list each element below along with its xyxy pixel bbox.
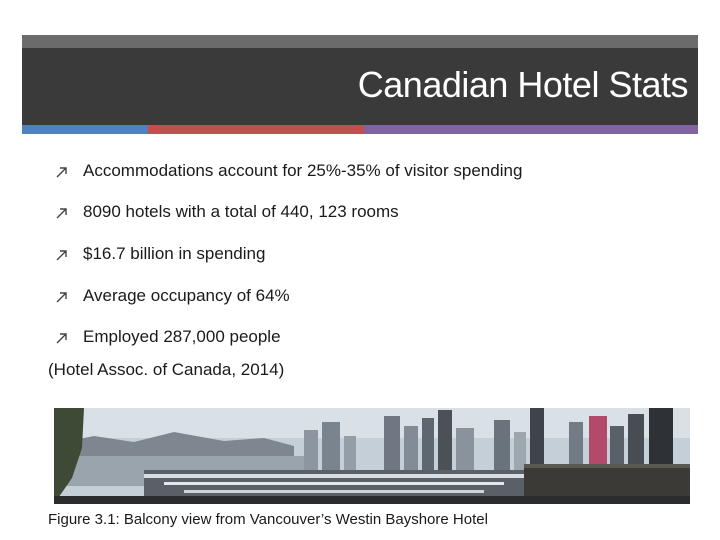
citation: (Hotel Assoc. of Canada, 2014) — [48, 360, 285, 379]
accent-bar-red — [148, 125, 364, 134]
bullet-item — [55, 192, 522, 234]
accent-bar-blue — [22, 125, 148, 134]
arrow-bullet-icon — [55, 289, 69, 303]
arrow-bullet-icon — [55, 164, 69, 178]
bullet-text: Employed 287,000 people — [83, 327, 281, 347]
figure-caption: Figure 3.1: Balcony view from Vancouver’s Westin Bayshore Hotel — [48, 511, 488, 528]
bullet-item — [55, 150, 522, 192]
bullet-list — [55, 150, 522, 358]
slide-title: Canadian Hotel Stats — [357, 64, 688, 105]
panorama-photo — [54, 408, 690, 504]
title-top-strip — [22, 35, 698, 48]
bullet-text: Accommodations account for 25%-35% of visitor spending — [83, 160, 523, 180]
arrow-bullet-icon — [55, 247, 69, 261]
title-bar — [22, 48, 698, 125]
bullet-text: Average occupancy of 64% — [83, 285, 290, 305]
bullet-item — [55, 275, 522, 317]
bullet-text: 8090 hotels with a total of 440, 123 rooms — [83, 202, 399, 222]
bullet-text: $16.7 billion in spending — [83, 243, 266, 263]
arrow-bullet-icon — [55, 205, 69, 219]
arrow-bullet-icon — [55, 330, 69, 344]
accent-bar-purple — [364, 125, 698, 134]
bullet-item — [55, 233, 522, 275]
bullet-item — [55, 316, 522, 358]
